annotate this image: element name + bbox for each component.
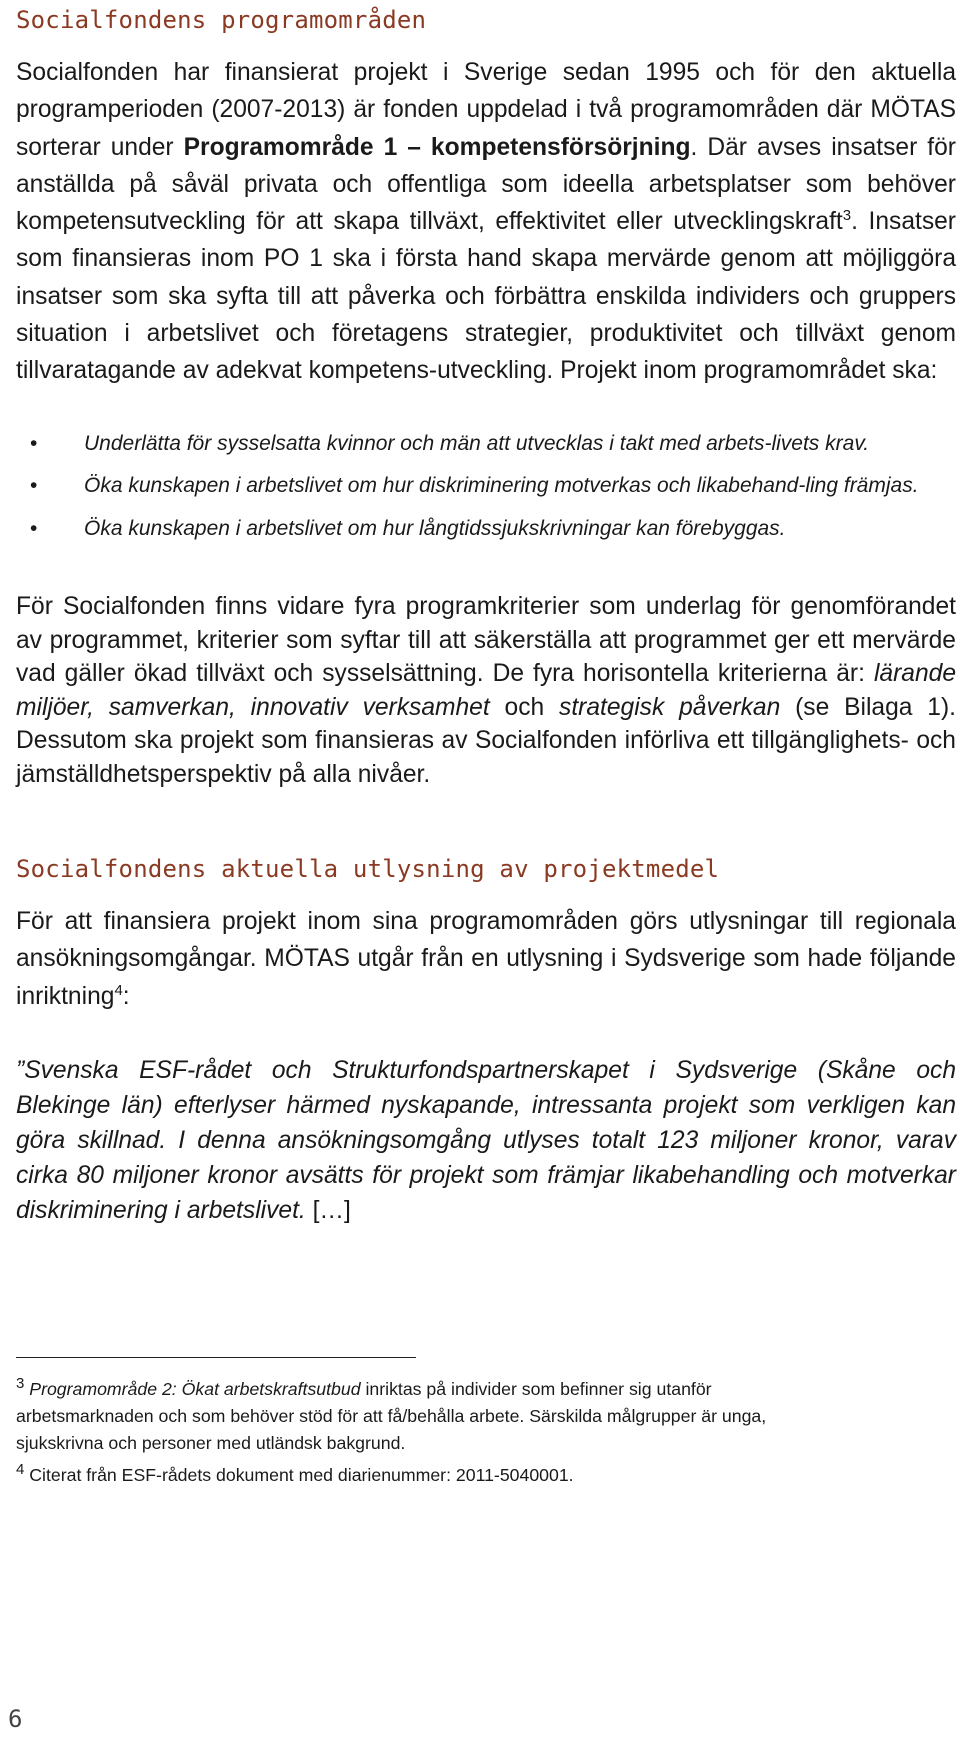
main-content [16, 0, 956, 1228]
paragraph-criteria-italic-2: strategisk påverkan [559, 693, 781, 721]
section-heading-utlysning: Socialfondens aktuella utlysning av projektmedel [16, 855, 720, 884]
paragraph-criteria [16, 590, 956, 791]
list-item-text: Underlätta för sysselsatta kvinnor och män att utvecklas i takt med arbets-livets krav. [84, 431, 870, 455]
footnote-text: inriktas på individer som befinner sig utanför arbetsmarknaden och som behöver stöd för att få/behålla arbete. Särskilda målgrupper är unga, sjukskrivna och personer med utländsk bakgrund. [16, 1379, 767, 1453]
list-item-text: Öka kunskapen i arbetslivet om hur långtidssjukskrivningar kan förebyggas. [84, 516, 786, 540]
quotation [16, 1053, 956, 1228]
paragraph-utlysning-text-2: : [122, 982, 130, 1010]
paragraph-criteria-text-1: För Socialfonden finns vidare fyra programkriterier som underlag för genomförandet av programmet, kriterier som syftar till att säkerställa att programmet ger ett mervärde vad gäller ökad tillväxt och sysselsättning. De fyra horisontella kriterierna är: [16, 593, 956, 688]
paragraph-utlysning [16, 903, 956, 1015]
bullet-icon: • [30, 474, 38, 498]
footnote-ref-4[interactable]: 4 [114, 981, 123, 999]
footnote-ref-3[interactable]: 3 [842, 207, 852, 225]
list-item [16, 513, 956, 545]
footnote-number: 4 [16, 1461, 25, 1478]
footnote-divider [16, 1357, 416, 1358]
footnote-number: 3 [16, 1375, 25, 1392]
list-item-text: Öka kunskapen i arbetslivet om hur diskriminering motverkas och likabehand-ling främjas. [84, 474, 919, 498]
paragraph-intro-text-3: . Insatser som finansieras inom PO 1 ska i första hand skapa mervärde genom att möjliggöra insatser som ska syfta till att påverka och förbättra enskilda individers och gruppers situation i arbetslivet och företagens strategier, produktivitet och tillväxt genom tillvaratagande av adekvat kompetens-utveckling. Projekt inom programområdet ska: [16, 208, 956, 385]
paragraph-intro-text-1: Socialfonden har finansierat projekt i Sverige sedan 1995 och för den aktuella programperioden (2007-2013) är fonden uppdelad i två programområden där MÖTAS sorterar under [16, 59, 956, 161]
bullet-icon: • [30, 431, 38, 455]
page-number: 6 [8, 1705, 23, 1733]
footnote-italic: Programområde 2: Ökat arbetskraftsutbud [29, 1379, 361, 1399]
list-item [16, 470, 956, 502]
bullet-icon: • [30, 516, 38, 540]
paragraph-intro-text-2: . Där avses insatser för anställda på såväl privata och offentliga som ideella arbetsplatser som behöver kompetensutveckling för att skapa tillväxt, effektivitet eller utvecklingskraft [16, 133, 956, 236]
paragraph-criteria-text-3: (se Bilaga 1). Dessutom ska projekt som finansieras av Socialfonden införliva ett tillgänglighets- och jämställdhetsperspektiv på alla nivåer. [16, 693, 956, 788]
goals-list [16, 428, 956, 545]
footnote-text: Citerat från ESF-rådets dokument med diarienummer: 2011-5040001. [24, 1465, 574, 1485]
paragraph-intro [16, 54, 956, 390]
list-item [16, 428, 956, 460]
paragraph-criteria-text-2: och [489, 693, 560, 721]
quotation-text: ”Svenska ESF-rådet och Strukturfondspartnerskapet i Sydsverige (Skåne och Blekinge län) efterlyser härmed nyskapande, intressanta projekt som verkligen kan göra skillnad. I denna ansökningsomgång utlyses totalt 123 miljoner kronor, varav cirka 80 miljoner kronor avsätts för projekt som främjar likabehandling och motverkar diskriminering i arbetslivet. [16, 1057, 956, 1225]
quotation-ellipsis: […] [305, 1197, 351, 1225]
paragraph-intro-bold: Programområde 1 – kompetensförsörjning [183, 133, 691, 161]
paragraph-criteria-italic-1: lärande miljöer, samverkan, innovativ verksamhet [16, 660, 956, 721]
footnote-4 [16, 1462, 846, 1489]
paragraph-utlysning-text-1: För att finansiera projekt inom sina programområden görs utlysningar till regionala ansökningsomgångar. MÖTAS utgår från en utlysning i Sydsverige som hade följande inriktning [16, 908, 956, 1010]
section-heading-programomraden: Socialfondens programområden [16, 6, 427, 34]
footnote-3 [16, 1376, 846, 1457]
